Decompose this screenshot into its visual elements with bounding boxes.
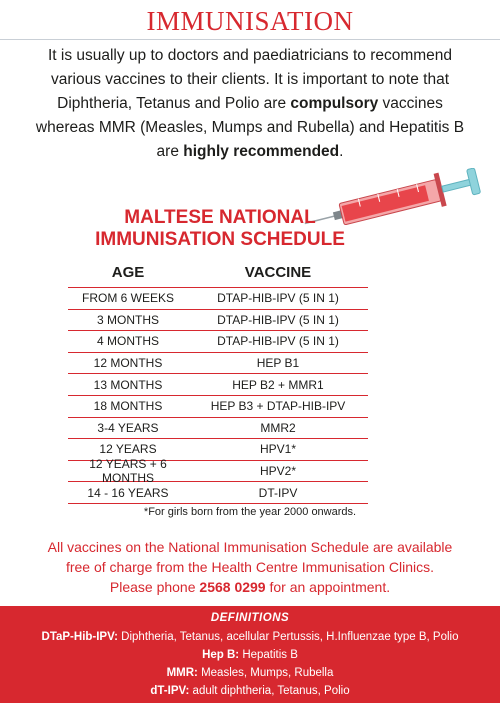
schedule-table	[68, 258, 368, 504]
vaccine-cell: MMR2	[260, 420, 296, 435]
intro-text-3: .	[339, 143, 344, 160]
age-cell: 13 MONTHS	[93, 377, 163, 392]
vaccine-cell: HPV1*	[259, 442, 297, 457]
table-row	[68, 310, 368, 332]
definition-term: dT-IPV:	[150, 685, 190, 697]
table-row	[68, 418, 368, 440]
definition-text: Diphtheria, Tetanus, acellular Pertussis, H.Influenzae type B, Polio	[117, 631, 459, 643]
column-header-age: AGE	[111, 264, 145, 281]
table-row	[68, 288, 368, 310]
free-of-charge-note	[45, 537, 455, 597]
definition-item	[0, 646, 500, 664]
definitions-title: DEFINITIONS	[210, 612, 290, 624]
free-note-text: All vaccines on the National Immunisation Schedule are available free of charge from the Health Centre Immunisation Clinics. Please phone	[47, 539, 453, 595]
definitions-panel	[0, 606, 500, 703]
age-cell: 12 YEARS + 6 MONTHS	[89, 457, 167, 486]
vaccine-cell: DTAP-HIB-IPV (5 IN 1)	[217, 312, 339, 327]
definition-item	[0, 682, 500, 700]
age-cell: 4 MONTHS	[96, 334, 159, 349]
definition-item	[0, 628, 500, 646]
vaccine-cell: DTAP-HIB-IPV (5 IN 1)	[217, 334, 339, 349]
age-cell: FROM 6 WEEKS	[81, 291, 174, 306]
vaccine-cell: HEP B2 + MMR1	[232, 377, 324, 392]
table-row	[68, 396, 368, 418]
schedule-title-line-2: IMMUNISATION SCHEDULE	[95, 229, 345, 250]
page-title: IMMUNISATION	[146, 6, 354, 36]
schedule-title-line-1: MALTESE NATIONAL	[124, 207, 316, 228]
definition-term: Hep B:	[202, 649, 240, 661]
table-row	[68, 482, 368, 504]
definition-term: DTaP-Hib-IPV:	[41, 631, 118, 643]
definition-text: adult diphtheria, Tetanus, Polio	[189, 685, 350, 697]
definition-text: Hepatitis B	[239, 649, 298, 661]
vaccine-cell: HPV2*	[259, 464, 297, 479]
vaccine-cell: DTAP-HIB-IPV (5 IN 1)	[217, 291, 339, 306]
vaccine-cell: HEP B1	[256, 356, 300, 371]
age-cell: 3 MONTHS	[96, 312, 159, 327]
definition-text: Measles, Mumps, Rubella	[197, 667, 334, 679]
free-note-text-end: for an appointment.	[265, 579, 391, 595]
age-cell: 18 MONTHS	[93, 399, 163, 414]
vaccine-cell: HEP B3 + DTAP-HIB-IPV	[210, 399, 346, 414]
intro-bold-recommended: highly recommended	[183, 143, 340, 160]
table-row	[68, 457, 368, 486]
intro-text-1: It is usually up to doctors and paediatricians to recommend various vaccines to their clients. It is important to note that Diphtheria, Tetanus and Polio are	[47, 47, 453, 112]
table-row	[68, 331, 368, 353]
table-row	[68, 353, 368, 375]
intro-paragraph	[30, 44, 470, 164]
definition-item	[0, 664, 500, 682]
age-cell: 12 YEARS	[99, 442, 157, 457]
table-row	[68, 374, 368, 396]
column-header-vaccine: VACCINE	[244, 264, 312, 281]
schedule-footnote: *For girls born from the year 2000 onwards.	[143, 506, 357, 518]
title-divider	[0, 39, 500, 40]
intro-text-2: vaccines whereas MMR (Measles, Mumps and Rubella) and Hepatitis B are	[35, 95, 465, 160]
phone-number: 2568 0299	[199, 579, 266, 595]
definition-term: MMR:	[166, 667, 198, 679]
vaccine-cell: DT-IPV	[258, 485, 298, 500]
age-cell: 14 - 16 YEARS	[87, 485, 169, 500]
age-cell: 3-4 YEARS	[97, 420, 159, 435]
intro-bold-compulsory: compulsory	[290, 95, 379, 112]
schedule-title	[70, 207, 370, 251]
age-cell: 12 MONTHS	[93, 356, 163, 371]
schedule-header-row	[68, 258, 368, 288]
